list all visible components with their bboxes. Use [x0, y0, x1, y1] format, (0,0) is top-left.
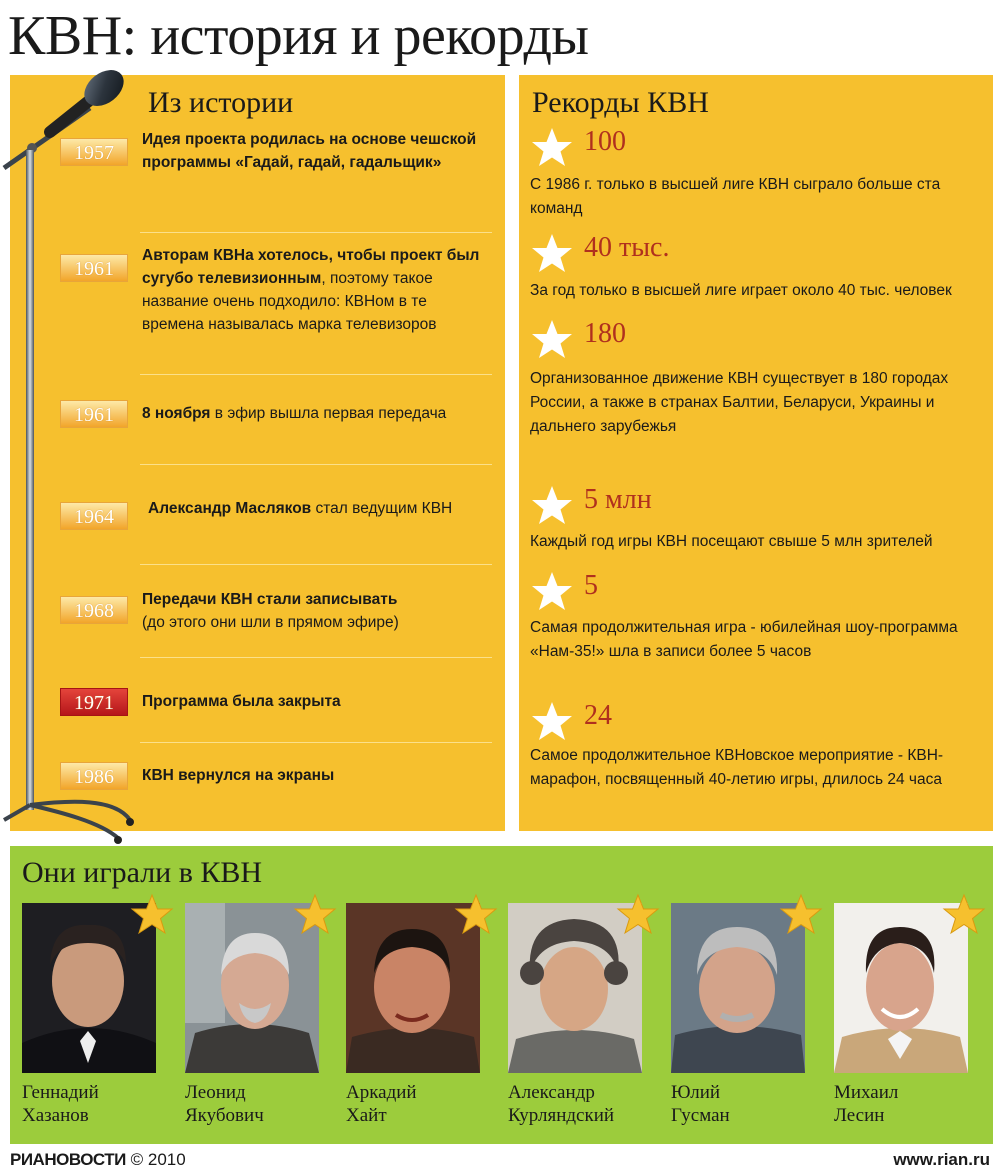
- divider: [140, 464, 492, 465]
- history-text: Программа была закрыта: [142, 693, 341, 710]
- record-number: 5 млн: [584, 484, 652, 515]
- year-badge-closed: 1971: [60, 688, 128, 716]
- record-number: 100: [584, 126, 626, 157]
- player-name: Леонид Якубович: [185, 1082, 264, 1126]
- divider: [140, 564, 492, 565]
- history-text: Идея проекта родилась на основе чешской программы «Гадай, гадай, гадальщик»: [142, 131, 477, 171]
- year-badge: 1986: [60, 762, 128, 790]
- star-icon: [130, 893, 174, 937]
- history-text: КВН вернулся на экраны: [142, 767, 335, 784]
- history-text: Александр Масляков стал ведущим КВН: [148, 500, 453, 517]
- star-icon: [530, 232, 574, 276]
- year-badge: 1957: [60, 138, 128, 166]
- star-icon: [530, 126, 574, 170]
- records-heading: Рекорды КВН: [532, 86, 709, 119]
- footer-credit: [10, 1150, 186, 1170]
- copyright: © 2010: [130, 1150, 186, 1169]
- divider: [140, 742, 492, 743]
- record-number: 40 тыс.: [584, 232, 670, 263]
- record-text: Организованное движение КВН существует в 180 городах России, а также в странах Балтии, Беларуси, Украины и дальнего зарубежья: [530, 370, 949, 435]
- record-text: За год только в высшей лиге играет около 40 тыс. человек: [530, 282, 952, 299]
- record-text: Каждый год игры КВН посещают свыше 5 млн зрителей: [530, 533, 933, 550]
- microphone-icon: [0, 60, 160, 850]
- record-number: 180: [584, 318, 626, 349]
- year-badge: 1961: [60, 400, 128, 428]
- record-number: 24: [584, 700, 612, 731]
- history-text: 8 ноября в эфир вышла первая передача: [142, 405, 447, 422]
- player-name: Аркадий Хайт: [346, 1082, 417, 1126]
- page-title: КВН: история и рекорды: [8, 5, 589, 67]
- star-icon: [530, 318, 574, 362]
- year-badge: 1968: [60, 596, 128, 624]
- history-text: Авторам КВНа хотелось, чтобы проект был сугубо телевизионным, поэтому такое название очень подходило: КВНом в те времена называлась марка телевизоров: [142, 247, 480, 333]
- player-name: Александр Курляндский: [508, 1082, 615, 1126]
- star-icon: [530, 700, 574, 744]
- player-name: Геннадий Хазанов: [22, 1082, 99, 1126]
- record-text: С 1986 г. только в высшей лиге КВН сыграло больше ста команд: [530, 176, 941, 217]
- star-icon: [942, 893, 986, 937]
- player-name: Юлий Гусман: [671, 1082, 730, 1126]
- divider: [140, 232, 492, 233]
- star-icon: [616, 893, 660, 937]
- star-icon: [454, 893, 498, 937]
- divider: [140, 374, 492, 375]
- footer-url[interactable]: www.rian.ru: [893, 1150, 990, 1169]
- ria-logo: РИАНОВОСТИ: [10, 1150, 126, 1169]
- star-icon: [779, 893, 823, 937]
- year-badge: 1961: [60, 254, 128, 282]
- star-icon: [530, 570, 574, 614]
- star-icon: [293, 893, 337, 937]
- divider: [140, 657, 492, 658]
- star-icon: [530, 484, 574, 528]
- history-heading: Из истории: [148, 86, 294, 119]
- year-badge: 1964: [60, 502, 128, 530]
- record-number: 5: [584, 570, 598, 601]
- record-text: Самое продолжительное КВНовское мероприятие - КВН-марафон, посвященный 40-летию игры, длилось 24 часа: [530, 747, 944, 788]
- history-text: Передачи КВН стали записывать (до этого они шли в прямом эфире): [142, 591, 399, 631]
- players-heading: Они играли в КВН: [22, 856, 263, 889]
- record-text: Самая продолжительная игра - юбилейная шоу-программа «Нам-35!» шла в записи более 5 часов: [530, 619, 958, 660]
- player-name: Михаил Лесин: [834, 1082, 899, 1126]
